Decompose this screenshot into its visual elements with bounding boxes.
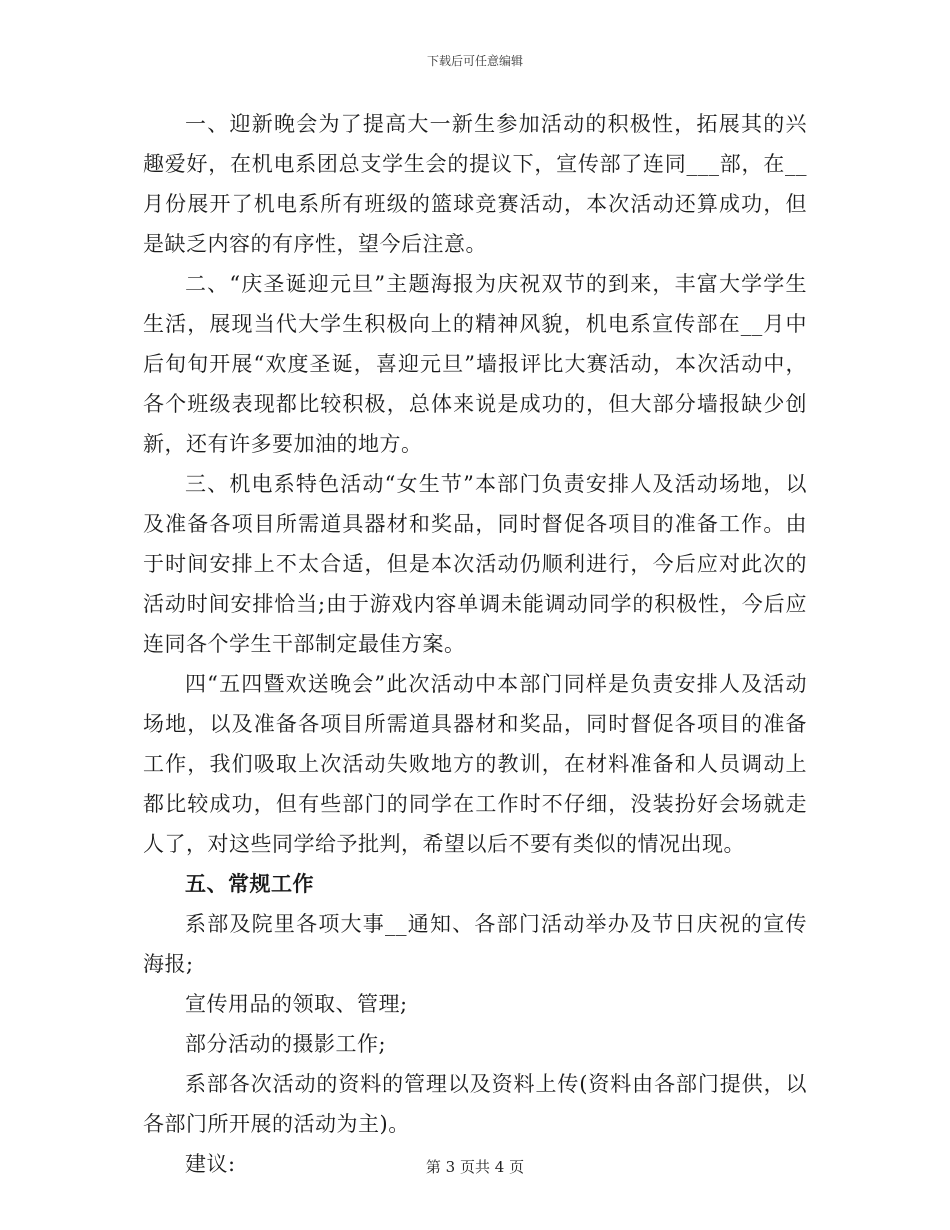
page-footer: 第 3 页共 4 页	[425, 1158, 525, 1176]
paragraph-routine-4: 系部各次活动的资料的管理以及资料上传(资料由各部门提供，以各部门所开展的活动为主)。	[143, 1072, 807, 1136]
paragraph-routine-1: 系部及院里各项大事__通知、各部门活动举办及节日庆祝的宣传海报;	[143, 912, 807, 976]
section-heading-routine-work: 五、常规工作	[185, 871, 314, 896]
paragraph-christmas-poster: 二、“庆圣诞迎元旦”主题海报为庆祝双节的到来，丰富大学学生生活，展现当代大学生积极向上的精神风貌，机电系宣传部在__月中后旬旬开展“欢度圣诞，喜迎元旦”墙报评比大赛活动，本次活动中，各个班级表现都比较积极，总体来说是成功的，但大部分墙报缺少创新，还有许多要加油的地方。	[143, 272, 807, 456]
paragraph-may-fourth: 四“五四暨欢送晚会”此次活动中本部门同样是负责安排人及活动场地，以及准备各项目所需道具器材和奖品，同时督促各项目的准备工作，我们吸取上次活动失败地方的教训，在材料准备和人员调动上都比较成功，但有些部门的同学在工作时不仔细，没装扮好会场就走人了，对这些同学给予批判，希望以后不要有类似的情况出现。	[143, 672, 807, 856]
paragraph-girls-day: 三、机电系特色活动“女生节”本部门负责安排人及活动场地，以及准备各项目所需道具器材和奖品，同时督促各项目的准备工作。由于时间安排上不太合适，但是本次活动仍顺利进行，今后应对此次的活动时间安排恰当;由于游戏内容单调未能调动同学的积极性，今后应连同各个学生干部制定最佳方案。	[143, 472, 807, 656]
paragraph-suggestions: 建议:	[185, 1152, 236, 1176]
paragraph-routine-2: 宣传用品的领取、管理;	[185, 992, 408, 1016]
paragraph-routine-3: 部分活动的摄影工作;	[185, 1032, 387, 1056]
document-body	[143, 104, 807, 1184]
paragraph-welcome-party: 一、迎新晚会为了提高大一新生参加活动的积极性，拓展其的兴趣爱好，在机电系团总支学生会的提议下，宣传部了连同___部，在__月份展开了机电系所有班级的篮球竞赛活动，本次活动还算成功，但是缺乏内容的有序性，望今后注意。	[143, 112, 807, 256]
header-note: 下载后可任意编辑	[426, 54, 523, 68]
